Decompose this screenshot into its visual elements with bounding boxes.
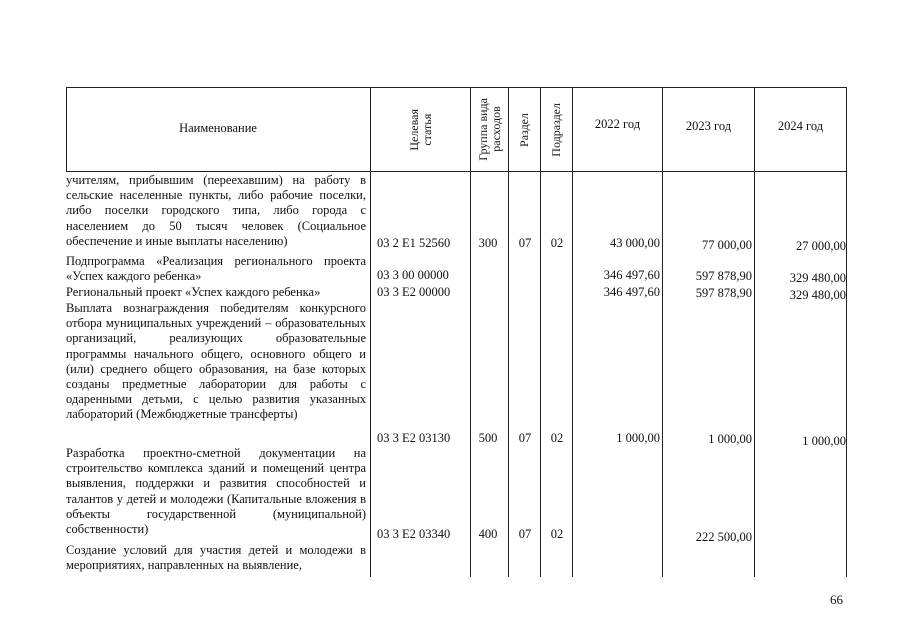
row-subsection: 02 xyxy=(550,236,564,250)
row-2022: 43 000,00 xyxy=(610,236,660,250)
row-2023: 597 878,90 xyxy=(695,286,752,300)
row-2022: 346 497,60 xyxy=(603,285,660,299)
header-expense-group: Группа вида расходов xyxy=(475,98,503,161)
table-row xyxy=(0,285,905,301)
header-section-cell xyxy=(509,88,540,171)
header-2022: 2022 год xyxy=(594,117,641,131)
header-2024: 2024 год xyxy=(777,119,824,133)
row-target-code: 03 3 Е2 03340 xyxy=(377,527,451,541)
page-number: 66 xyxy=(830,592,843,607)
row-expense-group: 400 xyxy=(478,527,498,541)
header-subsection-cell xyxy=(541,88,572,171)
row-2023: 222 500,00 xyxy=(695,530,752,544)
row-subsection: 02 xyxy=(550,431,564,445)
row-target-code: 03 3 00 00000 xyxy=(377,268,449,282)
row-name: Выплата вознаграждения победителям конкурсного отбора муниципальных учреждений – образовательных организаций, реализующих образовательные программы начального общего, основного общего и (или) среднего общего образования, на базе которых созданы предметные лаборатории для работы с одаренными детьми, с целью развития указанных лабораторий (Межбюджетные трансферты) xyxy=(66,301,366,422)
row-target-code: 03 2 Е1 52560 xyxy=(377,236,451,250)
row-expense-group: 500 xyxy=(478,431,498,445)
header-subsection: Подраздел xyxy=(549,102,563,157)
header-target-cell xyxy=(371,88,470,171)
header-bottom-border xyxy=(66,171,846,172)
row-name: Разработка проектно-сметной документации на строительство комплекса зданий и помещений центра выявления, поддержки и развития способностей и талантов у детей и молодежи (Капитальные вложения в объекты государственной (муниципальной) собственности) xyxy=(66,446,366,537)
header-2023: 2023 год xyxy=(685,119,732,133)
row-name: учителям, прибывшим (переехавшим) на работу в сельские населенные пункты, либо рабочие поселки, либо поселки городского типа, либо города с населением до 50 тысяч человек (Социальное обеспечение и иные выплаты населению) xyxy=(66,173,366,248)
table-row xyxy=(0,173,905,254)
table-row xyxy=(0,543,905,577)
row-2022: 346 497,60 xyxy=(603,268,660,282)
row-name: Создание условий для участия детей и молодежи в мероприятиях, направленных на выявление, xyxy=(66,543,366,573)
row-section: 07 xyxy=(518,527,532,541)
row-2024: 1 000,00 xyxy=(802,434,846,448)
table-row xyxy=(0,446,905,543)
row-name: Региональный проект «Успех каждого ребенка» xyxy=(66,285,321,299)
row-2022: 1 000,00 xyxy=(616,431,660,445)
row-2024: 27 000,00 xyxy=(796,239,846,253)
row-2023: 597 878,90 xyxy=(695,269,752,283)
row-section: 07 xyxy=(518,236,532,250)
row-2024: 329 480,00 xyxy=(789,288,846,302)
row-target-code: 03 3 Е2 00000 xyxy=(377,285,451,299)
row-2024: 329 480,00 xyxy=(789,271,846,285)
row-section: 07 xyxy=(518,431,532,445)
table-row xyxy=(0,301,905,446)
row-expense-group: 300 xyxy=(478,236,498,250)
row-2023: 77 000,00 xyxy=(702,238,752,252)
row-2023: 1 000,00 xyxy=(708,432,752,446)
row-name: Подпрограмма «Реализация регионального проекта «Успех каждого ребенка» xyxy=(66,254,366,284)
table-row xyxy=(0,254,905,284)
header-target: Целевая статья xyxy=(406,108,434,151)
row-subsection: 02 xyxy=(550,527,564,541)
header-name: Наименование xyxy=(179,121,257,135)
row-target-code: 03 3 Е2 03130 xyxy=(377,431,451,445)
header-expense-group-cell xyxy=(471,88,508,171)
header-section: Раздел xyxy=(517,112,531,147)
